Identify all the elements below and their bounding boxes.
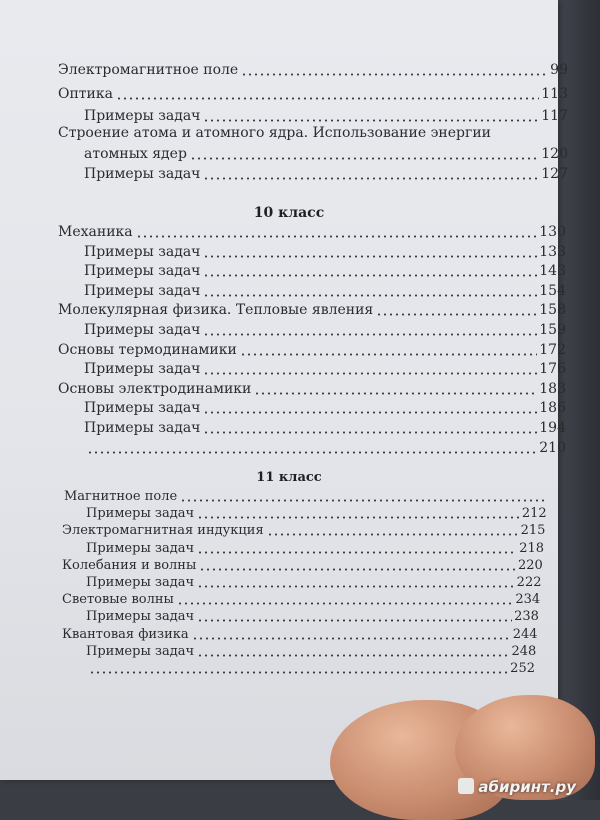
toc-entry-title: Оптика <box>58 86 113 102</box>
dot-leader <box>203 274 537 277</box>
toc-page-number: 133 <box>539 243 566 260</box>
toc-entry-title: Квантовая физика <box>62 626 189 642</box>
dot-leader <box>203 411 537 414</box>
toc-entry <box>58 342 566 359</box>
toc-entry-title: Примеры задач <box>86 643 195 659</box>
toc-entry-title: Колебания и волны <box>62 557 197 573</box>
toc-page-number: 176 <box>539 361 566 378</box>
toc-entry-title: Примеры задач <box>84 400 201 417</box>
toc-entry-title: атомных ядер <box>84 146 187 162</box>
toc-entry-title: Примеры задач <box>84 420 201 436</box>
toc-entry <box>84 322 566 339</box>
toc-entry <box>58 62 568 79</box>
dot-leader <box>197 654 509 657</box>
dot-leader <box>203 294 537 297</box>
toc-page-number: 183 <box>539 380 566 397</box>
toc-page-number: 220 <box>517 557 543 573</box>
dot-leader <box>254 392 537 395</box>
dot-leader <box>190 157 539 160</box>
toc-entry <box>84 166 568 183</box>
dot-leader <box>203 119 539 122</box>
toc-page-number: 244 <box>512 626 538 642</box>
toc-entry <box>84 361 566 378</box>
toc-entry-title: Механика <box>58 224 133 240</box>
toc-page-number: 186 <box>539 400 566 417</box>
toc-entry-title: Молекулярная физика. Тепловые явления <box>58 302 374 319</box>
toc-entry-title: Примеры задач <box>84 263 201 280</box>
toc-entry-title: Строение атома и атомного ядра. Использование энергии <box>58 125 491 141</box>
toc-page-number: 159 <box>539 322 566 338</box>
dot-leader <box>203 255 537 258</box>
toc-entry <box>62 626 538 643</box>
toc-page-number: 127 <box>541 166 568 182</box>
toc-page-number: 210 <box>539 439 566 456</box>
toc-entry <box>84 244 566 261</box>
toc-entry <box>86 643 536 660</box>
toc-entry <box>84 440 566 457</box>
dot-leader <box>192 637 511 640</box>
toc-entry-title: Основы термодинамики <box>58 341 237 358</box>
toc-entry <box>84 400 566 417</box>
toc-entry-title: Примеры задач <box>86 575 195 590</box>
toc-entry <box>84 283 566 300</box>
toc-page-number: 218 <box>519 540 545 556</box>
toc-entry <box>84 420 566 437</box>
toc-entry <box>62 591 540 608</box>
labirint-logo-icon <box>458 778 474 794</box>
toc-entry-title: Примеры задач <box>84 361 201 378</box>
dot-leader <box>197 619 512 622</box>
toc-entry-title: Примеры задач <box>86 540 195 556</box>
toc-entry-title: Примеры задач <box>84 282 201 299</box>
toc-page-number: 130 <box>539 224 566 240</box>
dot-leader <box>376 313 537 316</box>
dot-leader <box>136 235 538 238</box>
dot-leader <box>180 499 546 502</box>
toc-page-number: 117 <box>541 108 568 124</box>
toc-entry <box>62 522 545 539</box>
toc-page-number: 99 <box>550 62 568 78</box>
toc-entry-title: Примеры задач <box>84 243 201 260</box>
toc-entry-title: Электромагнитная индукция <box>62 523 264 539</box>
toc-entry-title: Примеры задач <box>86 609 195 625</box>
toc-page-number: 238 <box>514 609 539 625</box>
toc-page-number: 143 <box>539 263 566 280</box>
toc-page-number: 222 <box>516 575 542 590</box>
toc-page-number: 234 <box>515 592 541 608</box>
toc-page-number: 158 <box>539 302 566 319</box>
dot-leader <box>199 568 516 571</box>
toc-page-number: 248 <box>511 643 537 659</box>
toc-entry <box>86 505 547 522</box>
toc-entry <box>86 660 535 677</box>
dot-leader <box>197 516 520 519</box>
toc-page-number: 194 <box>539 420 566 436</box>
toc-entry <box>84 108 568 125</box>
toc-entry <box>64 488 548 505</box>
watermark <box>458 778 576 796</box>
toc-entry <box>58 302 566 319</box>
toc-entry <box>84 263 566 280</box>
dot-leader <box>197 551 517 554</box>
dot-leader <box>197 585 515 588</box>
toc-entry <box>62 557 543 574</box>
toc-entry <box>86 574 542 591</box>
dot-leader <box>87 451 537 454</box>
toc-page-number: 154 <box>539 282 566 299</box>
toc-entry-title: Примеры задач <box>84 322 201 338</box>
toc-entry-title: Примеры задач <box>86 506 195 522</box>
toc-page-number: 172 <box>539 341 566 358</box>
dot-leader <box>203 177 539 180</box>
dot-leader <box>241 73 548 76</box>
watermark-text: абиринт.ру <box>478 778 576 796</box>
toc-page-number: 212 <box>521 506 547 522</box>
toc-entry-title: Электромагнитное поле <box>58 62 239 78</box>
dot-leader <box>89 671 508 674</box>
toc-entry <box>58 86 568 103</box>
dot-leader <box>177 602 513 605</box>
toc-page-number: 113 <box>541 86 568 102</box>
dot-leader <box>203 431 537 434</box>
dot-leader <box>267 533 519 536</box>
toc-entry <box>86 608 539 625</box>
dot-leader <box>203 372 537 375</box>
toc-entry-title: Световые волны <box>62 592 174 608</box>
toc-entry-title: Примеры задач <box>84 108 201 124</box>
toc-entry-title: Магнитное поле <box>64 489 178 504</box>
toc-entry-title: Примеры задач <box>84 166 201 182</box>
dot-leader <box>203 333 537 336</box>
toc-entry <box>58 224 566 241</box>
toc-page-number: 215 <box>520 523 546 539</box>
toc-entry-title: Основы электродинамики <box>58 380 252 397</box>
toc-entry <box>86 540 544 557</box>
section-heading-11: 11 класс <box>256 470 322 485</box>
toc-page-number: 252 <box>510 661 535 676</box>
toc-entry <box>84 146 568 163</box>
toc-page-number: 120 <box>541 146 568 162</box>
dot-leader <box>240 353 537 356</box>
dot-leader <box>116 97 539 100</box>
section-heading-10: 10 класс <box>253 205 325 221</box>
toc-entry <box>58 381 566 398</box>
